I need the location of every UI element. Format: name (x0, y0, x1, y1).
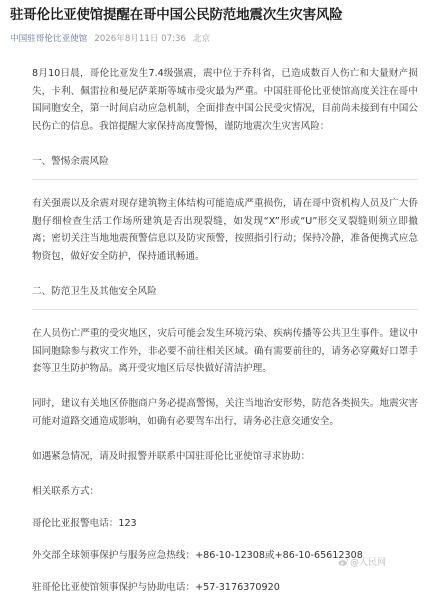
section-divider (32, 179, 418, 180)
weibo-logo-icon (338, 558, 348, 566)
article-title: 驻哥伦比亚使馆提醒在哥中国公民防范地震次生灾害风险 (10, 7, 343, 23)
section-heading-health: 二、防范卫生及其他安全风险 (32, 285, 157, 297)
health-paragraph: 在人员伤亡严重的受灾地区，灾后可能会发生环境污染、疾病传播等公共卫生事件。建议中国同胞除参与救灾工作外，非必要不前往相关区域。确有需要前往的，请务必穿戴好口罩手套等卫生防护物品。离开受灾地区后尽快做好清洁护理。 (32, 328, 418, 374)
help-paragraph: 如遇紧急情况，请及时报警并联系中国驻哥伦比亚使馆寻求协助： (32, 450, 311, 462)
publish-location: 北京 (192, 34, 211, 44)
article-meta (10, 33, 430, 45)
embassy-hotline: 驻哥伦比亚使馆领事保护与协助电话：+57-3176370920 (32, 581, 280, 593)
police-phone: 哥伦比亚报警电话：123 (32, 517, 137, 529)
source-account-link[interactable]: 中国驻哥伦比亚使馆 (10, 34, 88, 44)
contacts-heading: 相关联系方式： (32, 485, 100, 497)
intro-paragraph: 8月10日晨，哥伦比亚发生7.4级强震，震中位于乔科省，已造成数百人伤亡和大量财产损失，卡利、佩雷拉和曼尼萨莱斯等城市受灾最为严重。中国驻哥伦比亚使馆高度关注在哥中国同胞安全，第一时间启动应急机制，全面排查中国公民受灾情况，目前尚未接到有中国公民伤亡的信息。我馆提醒大家保持高度警惕，谨防地震次生灾害风险： (32, 68, 418, 132)
article-body (32, 65, 418, 611)
aftershock-paragraph: 有关强震以及余震对现存建筑物主体结构可能造成严重损伤，请在哥中资机构人员及广大侨胞仔细检查生活工作场所建筑是否出现裂缝，如发现“X”形或“U”形交叉裂缝则须立即撤离；密切关注当地地震预警信息以及防灾预警，按照指引行动；保持冷静，准备便携式应急物资包，做好安全防护，保持通讯畅通。 (32, 198, 418, 262)
section-heading-aftershock: 一、警惕余震风险 (32, 155, 109, 167)
publish-date: 2026年8月11日 07:36 (94, 34, 186, 44)
watermark (338, 557, 386, 569)
mfa-hotline: 外交部全球领事保护与服务应急热线：+86-10-12308或+86-10-65612308 (32, 549, 363, 561)
watermark-text: @人民网 (350, 558, 387, 568)
section-divider (32, 309, 418, 310)
security-paragraph: 同时，建议有关地区侨胞商户务必提高警惕，关注当地治安形势，防范各类损失。地震灾害可能对道路交通造成影响，如确有必要驾车出行，请务必注意交通安全。 (32, 398, 418, 427)
